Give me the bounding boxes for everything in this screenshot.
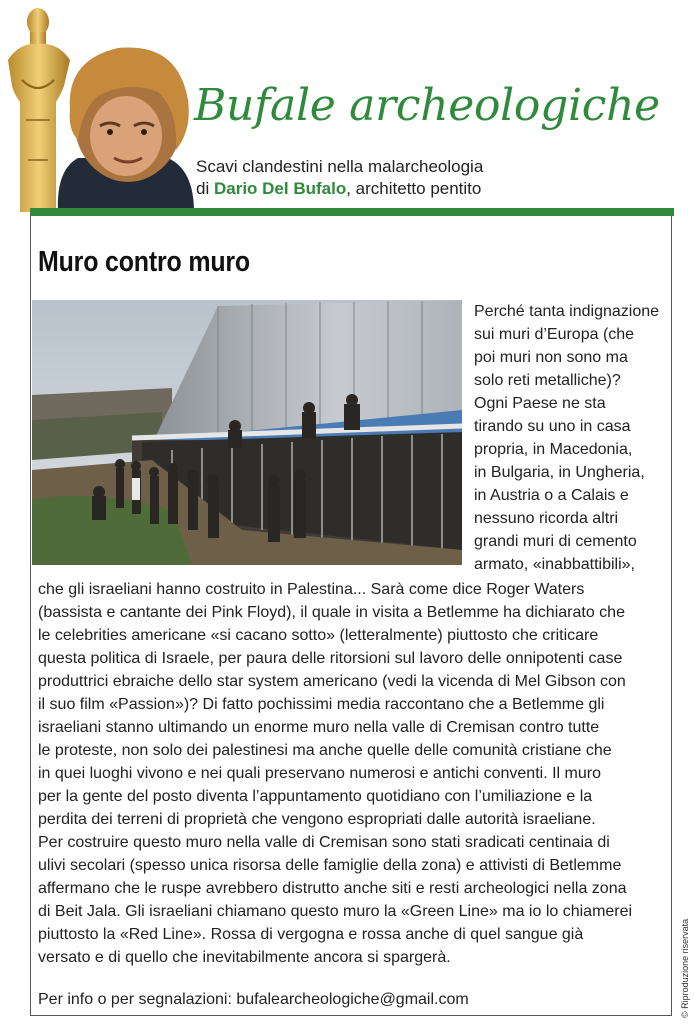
text-line: questa politica di Israele, per paura delle ritorsioni sul lavoro delle onnipotenti case xyxy=(38,650,623,667)
byline-suffix: , architetto pentito xyxy=(346,179,482,198)
text-line: propria, in Macedonia, xyxy=(474,441,633,458)
article-photo-wall xyxy=(32,300,462,565)
text-line: piuttosto la «Red Line». Rossa di vergogna e rossa anche di quel sangue già xyxy=(38,926,584,943)
article-headline: Muro contro muro xyxy=(38,246,251,278)
text-line: che gli israeliani hanno costruito in Palestina... Sarà come dice Roger Waters xyxy=(38,581,585,598)
text-line: poi muri non sono ma xyxy=(474,349,628,366)
text-line: armato, «inabbattibili», xyxy=(474,556,635,573)
text-line: di Beit Jala. Gli israeliani chiamano questo muro la «Green Line» ma io lo chiamerei xyxy=(38,903,633,920)
text-line: versato e di quello che inevitabilmente ancora si spargerà. xyxy=(38,949,451,966)
text-line: (bassista e cantante dei Pink Floyd), il quale in visita a Betlemme ha dichiarato che xyxy=(38,604,625,621)
byline-prefix: di xyxy=(196,179,214,198)
text-line: produttrici ebraiche dello star system americano (vedi la vicenda di Mel Gibson con xyxy=(38,673,626,690)
text-line: israeliani stanno ultimando un enorme muro nella valle di Cremisan contro tutte xyxy=(38,719,600,736)
text-line: in Austria o a Calais e xyxy=(474,487,629,504)
text-line: sui muri d’Europa (che xyxy=(474,326,635,343)
text-line: le proteste, non solo dei palestinesi ma anche quelle delle comunità cristiane che xyxy=(38,742,612,759)
column-subtitle xyxy=(196,156,483,200)
text-line: il suo film «Passion»)? Di fatto pochissimi media raccontano che a Betlemme gli xyxy=(38,696,605,713)
text-line: ulivi secolari (spesso unica risorsa delle famiglie della zona) e attivisti di Betlemme xyxy=(38,857,622,874)
contact-label: Per info o per segnalazioni: xyxy=(38,991,237,1008)
author-portrait xyxy=(48,40,198,212)
column-title: Bufale archeologiche xyxy=(194,80,660,131)
contact-email[interactable]: bufalearcheologiche@gmail.com xyxy=(236,991,469,1008)
text-line: in quei luoghi vivono e nei quali preservano numerosi e antichi conventi. Il muro xyxy=(38,765,601,782)
author-name: Dario Del Bufalo xyxy=(213,179,347,198)
text-line: Per costruire questo muro nella valle di Cremisan sono stati sradicati centinaia di xyxy=(38,834,610,851)
subtitle-line: Scavi clandestini nella malarcheologia xyxy=(196,157,484,176)
text-line: grandi muri di cemento xyxy=(474,533,637,550)
header-divider xyxy=(30,208,674,216)
contact-line xyxy=(38,988,469,1011)
text-line: le celebrities americane «si cacano sotto» (letteralmente) piuttosto che criticare xyxy=(38,627,599,644)
article-intro-column xyxy=(474,300,670,576)
copyright-notice: © Riproduzione riservata xyxy=(680,918,690,1018)
article-body xyxy=(38,578,668,969)
text-line: nessuno ricorda altri xyxy=(474,510,619,527)
text-line: in Bulgaria, in Ungheria, xyxy=(474,464,645,481)
text-line: Perché tanta indignazione xyxy=(474,303,660,320)
subtitle-byline xyxy=(196,178,483,200)
text-line: Ogni Paese ne sta xyxy=(474,395,606,412)
text-line: affermano che le ruspe avrebbero distrutto anche siti e resti archeologici nella zona xyxy=(38,880,627,897)
text-line: perdita dei terreni di proprietà che vengono espropriati dalle autorità israeliane. xyxy=(38,811,596,828)
text-line: per la gente del posto diventa l’appuntamento quotidiano con l’umiliazione e la xyxy=(38,788,593,805)
text-line: tirando su uno in casa xyxy=(474,418,631,435)
column-header xyxy=(0,0,694,212)
text-line: solo reti metalliche)? xyxy=(474,372,621,389)
